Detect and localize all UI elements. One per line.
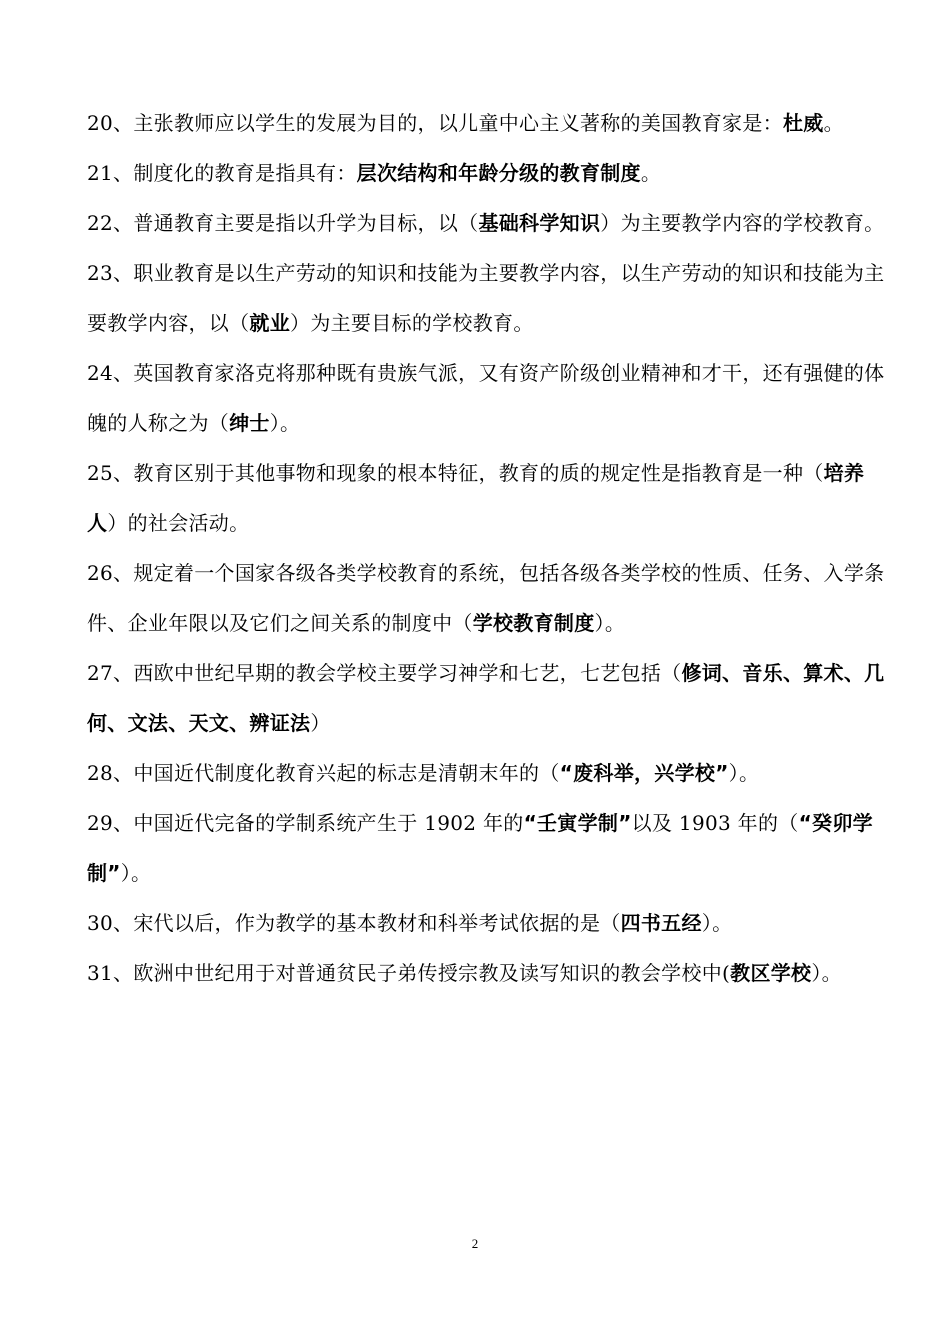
question-item-24 [87, 348, 887, 448]
answer-text: “癸卯学制” [87, 811, 873, 885]
question-text: ）的社会活动。 [107, 511, 250, 535]
answer-text: “壬寅学制” [523, 811, 632, 835]
question-text: ）。 [811, 961, 842, 985]
answer-text: 层次结构和年龄分级的教育制度 [356, 161, 641, 185]
answer-text: 四书五经 [620, 911, 702, 935]
question-text: ）。 [269, 411, 301, 435]
question-text: 31、欧洲中世纪用于对普通贫民子弟传授宗教及读写知识的教会学校中( [87, 961, 731, 985]
question-text: 21、制度化的教育是指具有： [87, 161, 357, 185]
answer-text: “废科举，兴学校” [559, 761, 729, 785]
question-item-30 [87, 898, 887, 948]
question-text: ）。 [594, 611, 626, 635]
question-text: 23、职业教育是以生产劳动的知识和技能为主要教学内容，以生产劳动的知识和技能为主要教学内容，以（ [87, 261, 885, 335]
question-item-25 [87, 448, 887, 548]
answer-text: 修词、音乐、算术、几何、文法、天文、辨证法 [87, 661, 885, 735]
question-text: ）。 [120, 861, 152, 885]
question-text: 26、规定着一个国家各级各类学校教育的系统，包括各级各类学校的性质、任务、入学条件、企业年限以及它们之间关系的制度中（ [87, 561, 885, 635]
question-text: 25、教育区别于其他事物和现象的根本特征，教育的质的规定性是指教育是一种（ [87, 461, 824, 485]
question-text: 28、中国近代制度化教育兴起的标志是清朝末年的（ [87, 761, 560, 785]
question-text: 24、英国教育家洛克将那种既有贵族气派，又有资产阶级创业精神和才干，还有强健的体魄的人称之为（ [87, 361, 885, 435]
question-item-29 [87, 798, 887, 898]
question-text: ）为主要教学内容的学校教育。 [600, 211, 885, 235]
answer-text: 教区学校 [730, 961, 812, 985]
page-number: 2 [471, 1236, 479, 1251]
document-body [87, 98, 887, 998]
question-text: 30、宋代以后，作为教学的基本教材和科举考试依据的是（ [87, 911, 621, 935]
question-item-31 [87, 948, 887, 998]
question-text: 20、主张教师应以学生的发展为目的，以儿童中心主义著称的美国教育家是： [87, 111, 783, 135]
question-item-21 [87, 148, 887, 198]
question-text: ）。 [701, 911, 733, 935]
question-item-26 [87, 548, 887, 648]
question-item-22 [87, 198, 887, 248]
answer-text: 杜威 [782, 111, 824, 135]
answer-text: 绅士 [229, 411, 270, 435]
answer-text: 基础科学知识 [478, 211, 601, 235]
answer-text: 学校教育制度 [472, 611, 595, 635]
question-text: ） [310, 711, 331, 735]
question-text: ）为主要目标的学校教育。 [290, 311, 534, 335]
answer-text: 就业 [249, 311, 291, 335]
answer-text: 培养人 [87, 461, 865, 535]
question-item-20 [87, 98, 887, 148]
question-text: 27、西欧中世纪早期的教会学校主要学习神学和七艺，七艺包括（ [87, 661, 682, 685]
question-text: 以及 1903 年的（ [631, 811, 799, 835]
question-text: 。 [640, 161, 662, 185]
question-text: 29、中国近代完备的学制系统产生于 1902 年的 [87, 811, 524, 835]
question-item-28 [87, 748, 887, 798]
question-text: ）。 [728, 761, 760, 785]
question-text: 22、普通教育主要是指以升学为目标，以（ [87, 211, 479, 235]
question-item-23 [87, 248, 887, 348]
question-text: 。 [823, 111, 844, 135]
question-item-27 [87, 648, 887, 748]
